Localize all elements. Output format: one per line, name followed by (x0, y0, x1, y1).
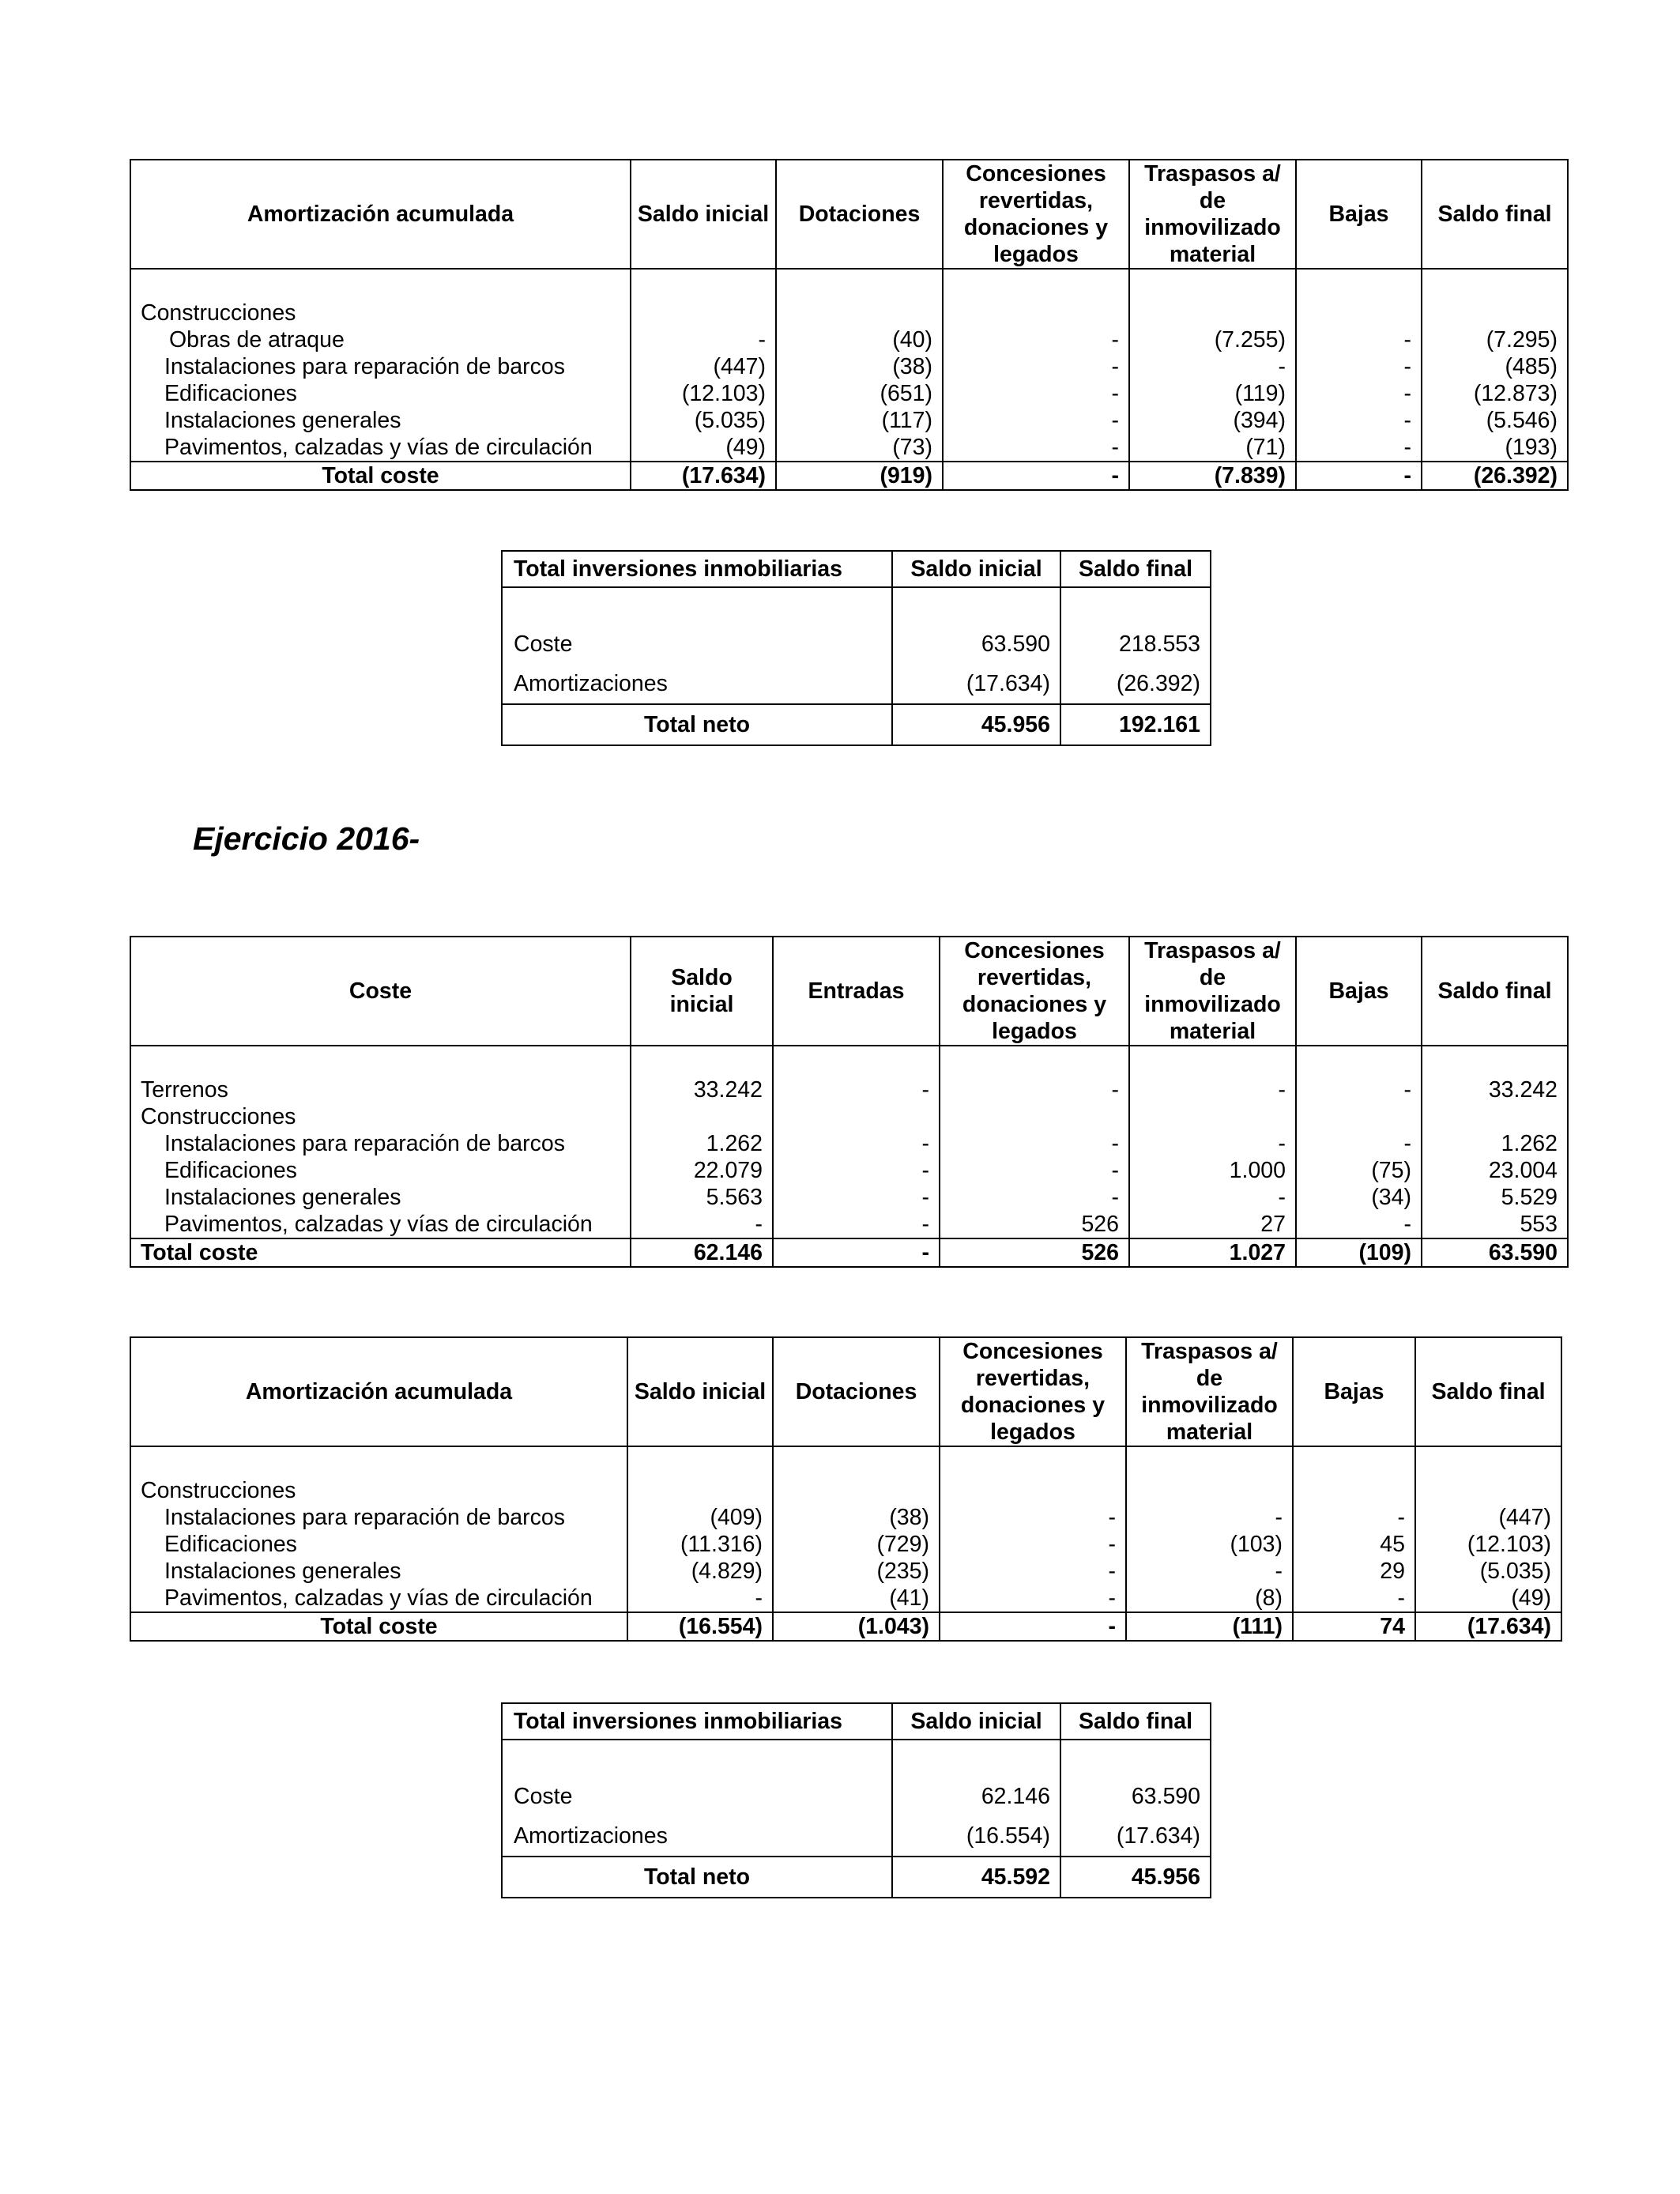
cell: (26.392) (1060, 664, 1211, 704)
total-cell: (16.554) (627, 1612, 773, 1641)
total-cell: 74 (1293, 1612, 1415, 1641)
cell: (38) (776, 353, 943, 380)
col-header-bajas: Bajas (1293, 1337, 1415, 1446)
spacer-row (502, 1740, 1211, 1777)
row-label: Pavimentos, calzadas y vías de circulación (130, 1211, 631, 1238)
cell: (394) (1129, 407, 1296, 434)
table-row (130, 326, 1568, 353)
cell: - (631, 1211, 773, 1238)
cell: - (940, 1130, 1129, 1157)
cell: - (1293, 1504, 1415, 1531)
cell: - (1129, 1076, 1296, 1103)
cell: (49) (1415, 1585, 1561, 1612)
col-header-traspasos: Traspasos a/ de inmovilizado material (1129, 160, 1296, 269)
cell: 5.563 (631, 1184, 773, 1211)
col-header-saldo-final: Saldo final (1060, 1703, 1211, 1740)
cell: (41) (773, 1585, 940, 1612)
cell: - (1129, 353, 1296, 380)
cell: 33.242 (1422, 1076, 1568, 1103)
row-label: Coste (502, 624, 892, 664)
col-header-bajas: Bajas (1296, 937, 1422, 1046)
cell: - (943, 326, 1129, 353)
total-row (502, 704, 1211, 745)
table-row (502, 664, 1211, 704)
row-label: Instalaciones generales (130, 1184, 631, 1211)
row-label: Pavimentos, calzadas y vías de circulación (130, 1585, 627, 1612)
row-label: Instalaciones generales (130, 407, 631, 434)
spacer-row (130, 1446, 1561, 1477)
col-header-total-inversiones: Total inversiones inmobiliarias (502, 1703, 892, 1740)
cell: 553 (1422, 1211, 1568, 1238)
row-label: Edificaciones (130, 1531, 627, 1558)
cell: - (627, 1585, 773, 1612)
cell: - (1296, 1211, 1422, 1238)
row-label: Pavimentos, calzadas y vías de circulación (130, 434, 631, 462)
cell: - (943, 380, 1129, 407)
total-cell: (919) (776, 462, 943, 490)
table-row (130, 1211, 1568, 1238)
total-inversiones-table-2017 (501, 550, 1211, 746)
cell: - (631, 326, 776, 353)
total-cell: 45.592 (892, 1857, 1060, 1898)
total-cell: 45.956 (892, 704, 1060, 745)
col-header-saldo-inicial: Saldo inicial (631, 160, 776, 269)
cell: 27 (1129, 1211, 1296, 1238)
total-cell: 62.146 (631, 1238, 773, 1267)
cell: (12.103) (1415, 1531, 1561, 1558)
total-cell: (17.634) (1415, 1612, 1561, 1641)
cell: (7.295) (1422, 326, 1568, 353)
table-row (502, 624, 1211, 664)
cell: 526 (940, 1211, 1129, 1238)
total-label: Total neto (502, 1857, 892, 1898)
row-label: Instalaciones para reparación de barcos (130, 1130, 631, 1157)
cell: 1.262 (1422, 1130, 1568, 1157)
col-header-concepto: Coste (130, 937, 631, 1046)
row-label: Edificaciones (130, 1157, 631, 1184)
row-label: Instalaciones para reparación de barcos (130, 353, 631, 380)
total-cell: (109) (1296, 1238, 1422, 1267)
total-cell: - (1296, 462, 1422, 490)
cell: 63.590 (892, 624, 1060, 664)
total-row (502, 1857, 1211, 1898)
table-row (502, 1777, 1211, 1816)
cell: - (940, 1558, 1126, 1585)
cell: - (1293, 1585, 1415, 1612)
total-cell: 526 (940, 1238, 1129, 1267)
cell: - (943, 434, 1129, 462)
cell: - (1126, 1504, 1293, 1531)
cell: - (773, 1076, 940, 1103)
col-header-dotaciones: Dotaciones (773, 1337, 940, 1446)
col-header-saldo-inicial: Saldo inicial (627, 1337, 773, 1446)
cell: (409) (627, 1504, 773, 1531)
cell: - (1296, 1130, 1422, 1157)
col-header-saldo-final: Saldo final (1060, 551, 1211, 587)
table-row (130, 1076, 1568, 1103)
row-label: Instalaciones para reparación de barcos (130, 1504, 627, 1531)
table-row (130, 353, 1568, 380)
total-label: Total neto (502, 704, 892, 745)
row-label: Construcciones (130, 1477, 627, 1504)
row-label: Amortizaciones (502, 1816, 892, 1857)
cell: (117) (776, 407, 943, 434)
total-inversiones-table-2016 (501, 1702, 1211, 1898)
col-header-saldo-inicial: Saldo inicial (892, 1703, 1060, 1740)
cell: - (940, 1585, 1126, 1612)
cell: (651) (776, 380, 943, 407)
total-label: Total coste (130, 462, 631, 490)
total-label: Total coste (130, 1238, 631, 1267)
table-row (502, 1816, 1211, 1857)
spacer-row (130, 1046, 1568, 1076)
cell: - (773, 1157, 940, 1184)
cell: (17.634) (1060, 1816, 1211, 1857)
total-cell: - (940, 1612, 1126, 1641)
row-label: Construcciones (130, 1103, 631, 1130)
cell: (447) (631, 353, 776, 380)
row-label: Obras de atraque (130, 326, 631, 353)
cell: (193) (1422, 434, 1568, 462)
table-row (130, 1504, 1561, 1531)
cell: (11.316) (627, 1531, 773, 1558)
cell: - (1296, 326, 1422, 353)
cell: - (940, 1157, 1129, 1184)
total-cell: 45.956 (1060, 1857, 1211, 1898)
col-header-entradas: Entradas (773, 937, 940, 1046)
cell: (119) (1129, 380, 1296, 407)
row-label: Terrenos (130, 1076, 631, 1103)
table-row (130, 1585, 1561, 1612)
cell: (7.255) (1129, 326, 1296, 353)
total-cell: (17.634) (631, 462, 776, 490)
cell: - (1296, 407, 1422, 434)
table-row (130, 434, 1568, 462)
cell: - (1126, 1558, 1293, 1585)
table-row (130, 1531, 1561, 1558)
cell: 1.262 (631, 1130, 773, 1157)
cell: (12.873) (1422, 380, 1568, 407)
cell: (12.103) (631, 380, 776, 407)
cell: - (943, 407, 1129, 434)
cell: 45 (1293, 1531, 1415, 1558)
cell: (75) (1296, 1157, 1422, 1184)
cell: - (940, 1184, 1129, 1211)
table-row (130, 1157, 1568, 1184)
row-label: Edificaciones (130, 380, 631, 407)
total-row (130, 1238, 1568, 1267)
cell: 218.553 (1060, 624, 1211, 664)
cell: - (1296, 380, 1422, 407)
total-row (130, 462, 1568, 490)
cell: (34) (1296, 1184, 1422, 1211)
section-title: Ejercicio 2016- (193, 820, 420, 857)
total-cell: (7.839) (1129, 462, 1296, 490)
cell: - (1129, 1130, 1296, 1157)
col-header-saldo-inicial: Saldo inicial (631, 937, 773, 1046)
cell: (5.035) (1415, 1558, 1561, 1585)
total-label: Total coste (130, 1612, 627, 1641)
cell: (16.554) (892, 1816, 1060, 1857)
table-row (130, 1103, 1568, 1130)
col-header-total-inversiones: Total inversiones inmobiliarias (502, 551, 892, 587)
col-header-bajas: Bajas (1296, 160, 1422, 269)
cell: (49) (631, 434, 776, 462)
total-cell: 192.161 (1060, 704, 1211, 745)
col-header-saldo-final: Saldo final (1422, 937, 1568, 1046)
cell: - (1129, 1184, 1296, 1211)
row-label: Instalaciones generales (130, 1558, 627, 1585)
cell: (71) (1129, 434, 1296, 462)
col-header-concesiones: Concesiones revertidas, donaciones y legados (943, 160, 1129, 269)
table-row (130, 1558, 1561, 1585)
amortizacion-table-2017 (130, 159, 1569, 491)
total-cell: 63.590 (1422, 1238, 1568, 1267)
total-cell: (1.043) (773, 1612, 940, 1641)
cell: (5.035) (631, 407, 776, 434)
col-header-concepto: Amortización acumulada (130, 1337, 627, 1446)
col-header-saldo-inicial: Saldo inicial (892, 551, 1060, 587)
table-row (130, 380, 1568, 407)
cell: 1.000 (1129, 1157, 1296, 1184)
col-header-saldo-final: Saldo final (1415, 1337, 1561, 1446)
col-header-concepto: Amortización acumulada (130, 160, 631, 269)
cell: (4.829) (627, 1558, 773, 1585)
total-row (130, 1612, 1561, 1641)
cell: - (940, 1504, 1126, 1531)
cell: (38) (773, 1504, 940, 1531)
table-row (130, 1477, 1561, 1504)
col-header-concesiones: Concesiones revertidas, donaciones y legados (940, 937, 1129, 1046)
cell: - (1296, 434, 1422, 462)
row-label: Coste (502, 1777, 892, 1816)
cell: 62.146 (892, 1777, 1060, 1816)
cell: - (773, 1130, 940, 1157)
cell: (729) (773, 1531, 940, 1558)
cell: - (1296, 1076, 1422, 1103)
cell: (485) (1422, 353, 1568, 380)
total-cell: 1.027 (1129, 1238, 1296, 1267)
total-cell: - (943, 462, 1129, 490)
total-cell: - (773, 1238, 940, 1267)
total-cell: (26.392) (1422, 462, 1568, 490)
cell: (5.546) (1422, 407, 1568, 434)
col-header-traspasos: Traspasos a/ de inmovilizado material (1126, 1337, 1293, 1446)
cell: 29 (1293, 1558, 1415, 1585)
table-row (130, 1130, 1568, 1157)
cell: (17.634) (892, 664, 1060, 704)
cell: (447) (1415, 1504, 1561, 1531)
col-header-dotaciones: Dotaciones (776, 160, 943, 269)
cell: 22.079 (631, 1157, 773, 1184)
cell: (103) (1126, 1531, 1293, 1558)
row-label: Construcciones (130, 300, 631, 326)
cell: (235) (773, 1558, 940, 1585)
cell: - (943, 353, 1129, 380)
table-row (130, 1184, 1568, 1211)
table-row (130, 300, 1568, 326)
spacer-row (130, 269, 1568, 300)
cell: - (940, 1076, 1129, 1103)
table-row (130, 407, 1568, 434)
cell: - (773, 1211, 940, 1238)
cell: 5.529 (1422, 1184, 1568, 1211)
col-header-concesiones: Concesiones revertidas, donaciones y legados (940, 1337, 1126, 1446)
cell: 23.004 (1422, 1157, 1568, 1184)
cell: (73) (776, 434, 943, 462)
cell: 33.242 (631, 1076, 773, 1103)
cell: - (1296, 353, 1422, 380)
amortizacion-table-2016 (130, 1336, 1562, 1642)
total-cell: (111) (1126, 1612, 1293, 1641)
cell: - (773, 1184, 940, 1211)
coste-table-2016 (130, 936, 1569, 1268)
cell: (40) (776, 326, 943, 353)
col-header-saldo-final: Saldo final (1422, 160, 1568, 269)
cell: - (940, 1531, 1126, 1558)
col-header-traspasos: Traspasos a/ de inmovilizado material (1129, 937, 1296, 1046)
spacer-row (502, 587, 1211, 624)
cell: 63.590 (1060, 1777, 1211, 1816)
cell: (8) (1126, 1585, 1293, 1612)
row-label: Amortizaciones (502, 664, 892, 704)
